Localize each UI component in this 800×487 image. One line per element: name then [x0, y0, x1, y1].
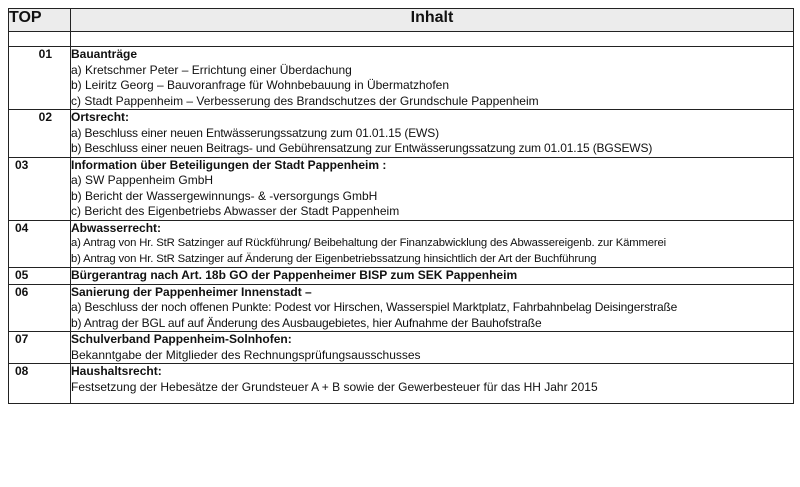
header-inhalt: Inhalt [71, 9, 794, 32]
top-number: 06 [9, 284, 71, 332]
top-number: 02 [9, 110, 71, 158]
agenda-subitem: Bekanntgabe der Mitglieder des Rechnungsprüfungsausschusses [71, 347, 421, 362]
agenda-subitem: Festsetzung der Hebesätze der Grundsteuer A + B sowie der Gewerbesteuer für das HH Jahr 2015 [71, 379, 598, 394]
top-number: 04 [9, 220, 71, 268]
agenda-title: Bürgerantrag nach Art. 18b GO der Pappenheimer BISP zum SEK Pappenheim [71, 268, 518, 282]
agenda-subitem: b) Leiritz Georg – Bauvoranfrage für Wohnbebauung in Übermatzhofen [71, 78, 450, 92]
agenda-title: Information über Beteiligungen der Stadt Pappenheim : [71, 157, 387, 172]
agenda-content [71, 268, 794, 285]
header-top: TOP [9, 9, 71, 32]
agenda-subitem: b) Bericht der Wassergewinnungs- & -versorgungs GmbH [71, 188, 378, 203]
agenda-title: Sanierung der Pappenheimer Innenstadt – [71, 284, 312, 299]
header-row [9, 9, 794, 32]
agenda-content [71, 47, 794, 110]
agenda-title: Bauanträge [71, 47, 138, 61]
agenda-subitem: c) Bericht des Eigenbetriebs Abwasser der Stadt Pappenheim [71, 204, 400, 218]
agenda-content [71, 284, 794, 332]
agenda-subitem: a) Kretschmer Peter – Errichtung einer Überdachung [71, 62, 352, 77]
agenda-content [71, 220, 794, 268]
agenda-table [8, 8, 794, 404]
agenda-title: Haushaltsrecht: [71, 364, 162, 378]
top-number: 08 [9, 364, 71, 404]
top-number: 03 [9, 157, 71, 220]
agenda-subitem: a) Beschluss einer neuen Entwässerungssatzung zum 01.01.15 (EWS) [71, 125, 439, 140]
agenda-subitem: a) Antrag von Hr. StR Satzinger auf Rückführung/ Beibehaltung der Finanzabwicklung des Abwassereigenb. zur Kämmerei [71, 237, 666, 249]
agenda-title: Schulverband Pappenheim-Solnhofen: [71, 332, 292, 346]
agenda-content [71, 157, 794, 220]
spacer-row [9, 32, 794, 47]
top-number: 07 [9, 332, 71, 364]
agenda-subitem: b) Beschluss einer neuen Beitrags- und Gebührensatzung zur Entwässerungssatzung zum 01.01.15 (BGSEWS) [71, 141, 653, 155]
agenda-row-01 [9, 47, 794, 110]
agenda-subitem: c) Stadt Pappenheim – Verbesserung des Brandschutzes der Grundschule Pappenheim [71, 93, 539, 108]
agenda-content [71, 364, 794, 404]
agenda-row-02 [9, 110, 794, 158]
agenda-subitem: a) Beschluss der noch offenen Punkte: Podest vor Hirschen, Wasserspiel Marktplatz, Fahrbahnbelag Deisingerstraße [71, 300, 678, 314]
agenda-content [71, 332, 794, 364]
agenda-row-03 [9, 157, 794, 220]
agenda-row-05 [9, 268, 794, 285]
agenda-content [71, 110, 794, 158]
agenda-row-08 [9, 364, 794, 404]
agenda-subitem: a) SW Pappenheim GmbH [71, 173, 214, 187]
agenda-row-07 [9, 332, 794, 364]
agenda-title: Abwasserrecht: [71, 220, 162, 235]
agenda-row-06 [9, 284, 794, 332]
agenda-subitem: b) Antrag der BGL auf auf Änderung des Ausbaugebietes, hier Aufnahme der Bauhofstraße [71, 315, 542, 330]
top-number: 05 [9, 268, 71, 285]
agenda-row-04 [9, 220, 794, 268]
agenda-title: Ortsrecht: [71, 110, 130, 124]
top-number: 01 [9, 47, 71, 110]
agenda-subitem: b) Antrag von Hr. StR Satzinger auf Änderung der Eigenbetriebssatzung hinsichtlich der Art der Buchführung [71, 252, 597, 265]
